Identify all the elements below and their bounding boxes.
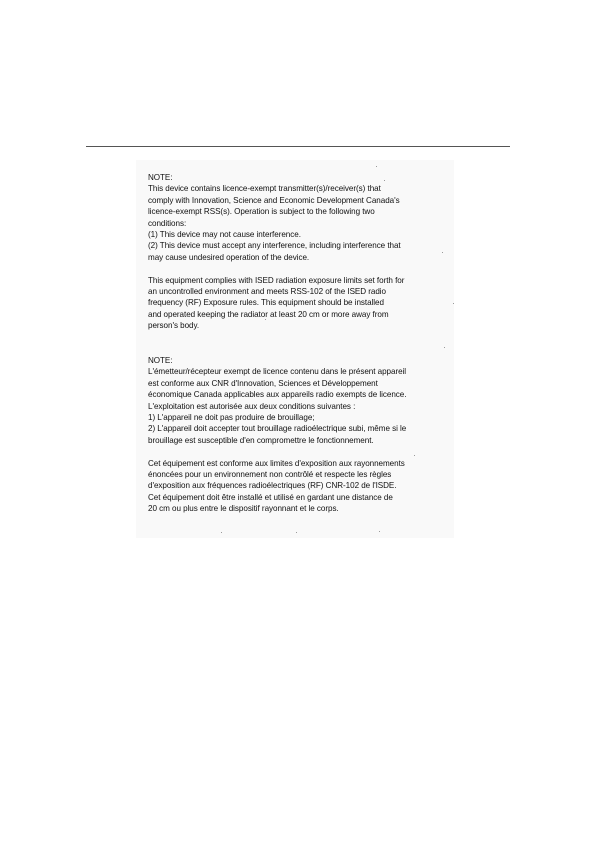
english-intro-line: licence-exempt RSS(s). Operation is subject to the following two xyxy=(148,207,375,217)
english-exposure-line: person's body. xyxy=(148,321,200,331)
scan-speck xyxy=(296,532,297,533)
scan-speck xyxy=(453,303,454,304)
french-intro-line: est conforme aux CNR d'Innovation, Sciences et Développement xyxy=(148,378,378,388)
english-intro-line: This device contains licence-exempt transmitter(s)/receiver(s) that xyxy=(148,184,381,194)
scan-speck xyxy=(384,180,385,181)
scan-speck xyxy=(221,532,222,533)
english-exposure-line: This equipment complies with ISED radiation exposure limits set forth for xyxy=(148,275,405,285)
english-intro-line: comply with Innovation, Science and Economic Development Canada's xyxy=(148,195,400,205)
english-condition-line: may cause undesired operation of the device. xyxy=(148,252,310,262)
french-intro-line: L'exploitation est autorisée aux deux conditions suivantes : xyxy=(148,401,356,411)
english-exposure-line: and operated keeping the radiator at least 20 cm or more away from xyxy=(148,309,389,319)
french-exposure-line: 20 cm ou plus entre le dispositif rayonnant et le corps. xyxy=(148,504,339,514)
french-exposure-line: énoncées pour un environnement non contrôlé et respecte les règles xyxy=(148,470,392,480)
french-notice xyxy=(148,355,458,515)
scan-speck xyxy=(414,455,415,456)
english-note-heading: NOTE: xyxy=(148,173,173,182)
english-notice xyxy=(148,172,458,332)
english-condition-line: (1) This device may not cause interference. xyxy=(148,230,301,240)
french-condition-line: 1) L'appareil ne doit pas produire de brouillage; xyxy=(148,413,315,423)
english-intro-line: conditions: xyxy=(148,218,187,228)
french-intro-line: économique Canada applicables aux appareils radio exempts de licence. xyxy=(148,390,407,400)
scan-speck xyxy=(265,319,266,320)
scan-speck xyxy=(376,166,377,167)
paragraph-gap xyxy=(148,263,458,274)
scan-speck xyxy=(444,347,445,348)
french-note-heading: NOTE: xyxy=(148,356,173,365)
scan-speck xyxy=(379,531,380,532)
english-exposure-line: an uncontrolled environment and meets RSS-102 of the ISED radio xyxy=(148,287,387,297)
scan-speck xyxy=(442,252,443,253)
french-intro-line: L'émetteur/récepteur exempt de licence contenu dans le présent appareil xyxy=(148,367,407,377)
paragraph-gap xyxy=(148,446,458,457)
french-exposure-line: Cet équipement est conforme aux limites d'exposition aux rayonnements xyxy=(148,458,405,468)
french-condition-line: 2) L'appareil doit accepter tout brouillage radioélectrique subi, même si le xyxy=(148,424,407,434)
english-condition-line: (2) This device must accept any interference, including interference that xyxy=(148,241,401,251)
french-condition-line: brouillage est susceptible d'en compromettre le fonctionnement. xyxy=(148,435,374,445)
french-exposure-line: Cet équipement doit être installé et utilisé en gardant une distance de xyxy=(148,492,393,502)
french-exposure-line: d'exposition aux fréquences radioélectriques (RF) CNR-102 de l'ISDE. xyxy=(148,481,397,491)
english-exposure-line: frequency (RF) Exposure rules. This equipment should be installed xyxy=(148,298,384,308)
header-divider xyxy=(86,146,510,147)
